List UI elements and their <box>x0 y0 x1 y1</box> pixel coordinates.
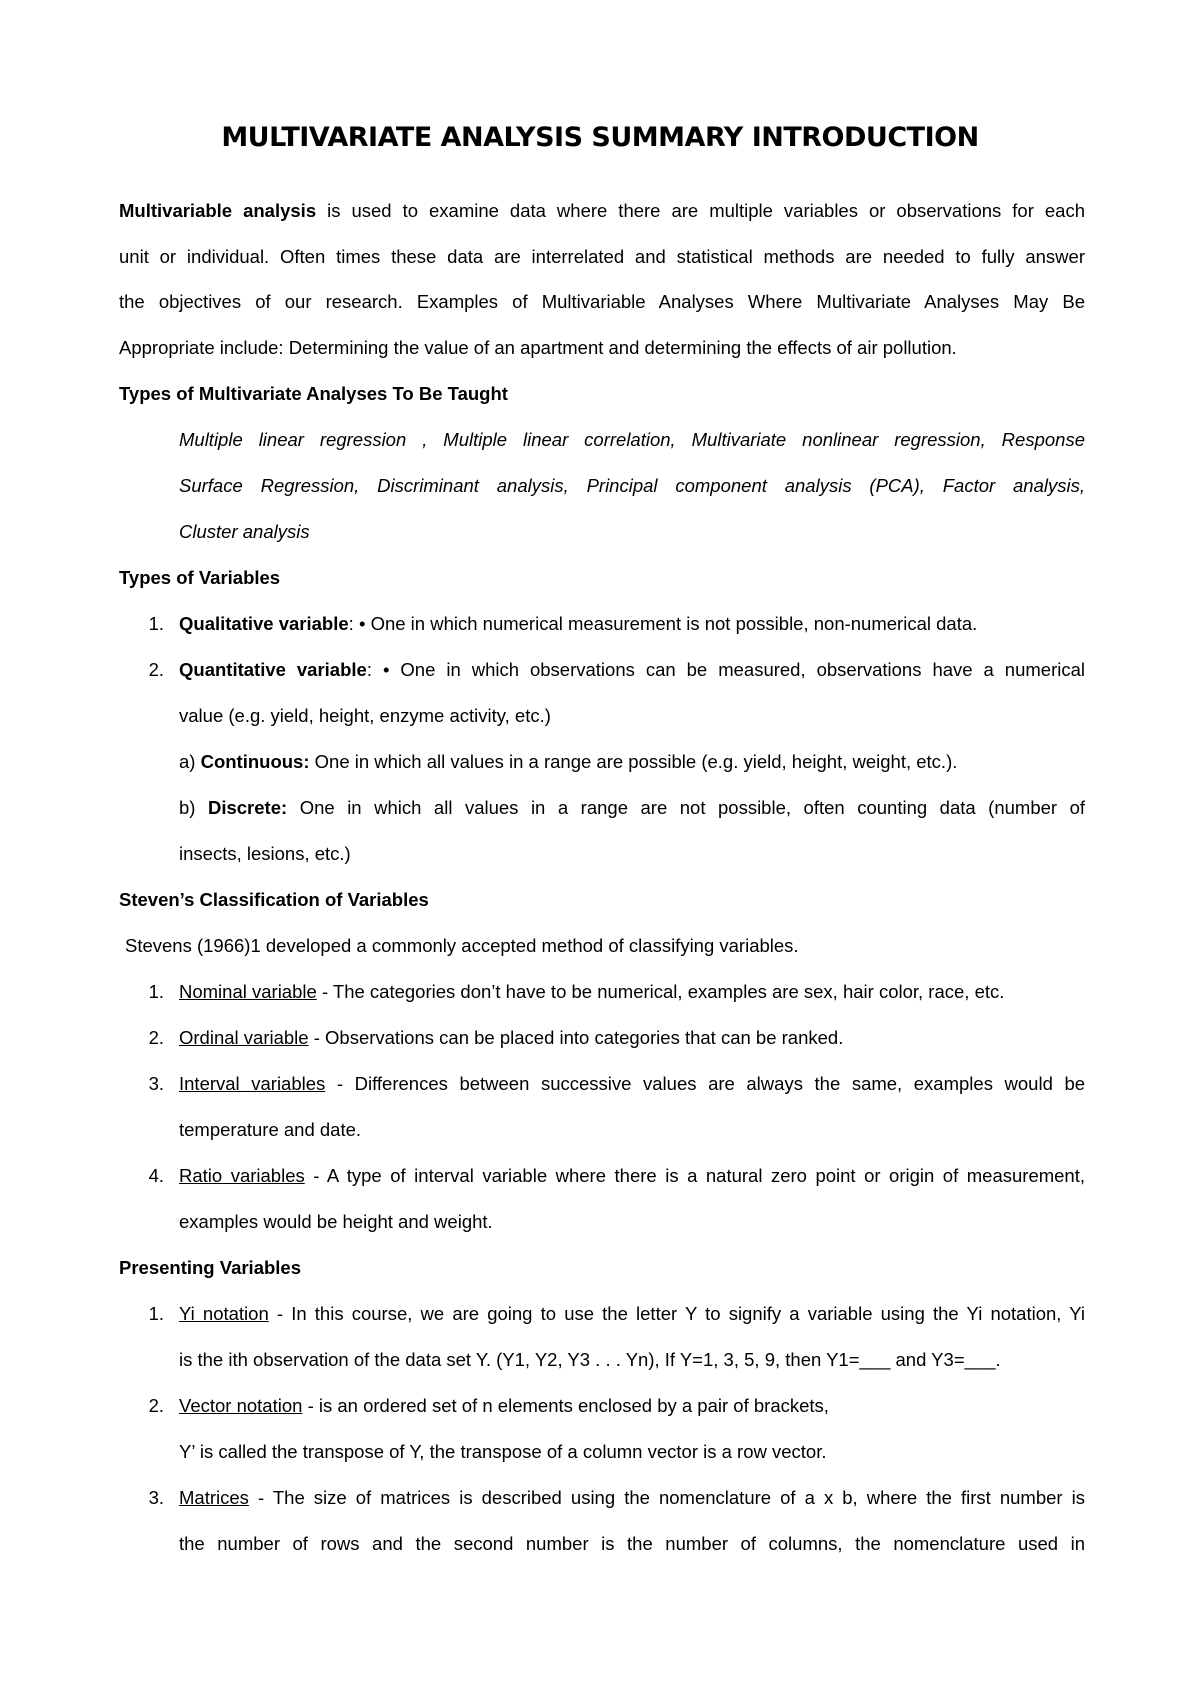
intro-text-1: is used to examine data where there are multiple variables or observations for each <box>327 200 1085 221</box>
nominal-term: Nominal variable <box>179 981 317 1002</box>
quantitative-term: Quantitative variable <box>179 659 367 680</box>
discrete-prefix: b) <box>179 797 196 818</box>
presenting-heading: Presenting Variables <box>119 1257 302 1278</box>
page-title: MULTIVARIATE ANALYSIS SUMMARY INTRODUCTION <box>221 122 979 153</box>
ratio-text-1: - A type of interval variable where there is a natural zero point or origin of measurement, <box>313 1165 1085 1186</box>
matrices-text-1: - The size of matrices is described using the nomenclature of a x b, where the first number is <box>257 1487 1085 1508</box>
vector-notation-text-1: - is an ordered set of n elements enclosed by a pair of brackets, <box>307 1395 829 1416</box>
vector-notation-text-2: Y’ is called the transpose of Y, the transpose of a column vector is a row vector. <box>179 1441 827 1462</box>
ordinal-term: Ordinal variable <box>179 1027 309 1048</box>
stevens-intro: Stevens (1966)1 developed a commonly accepted method of classifying variables. <box>125 935 799 956</box>
yi-notation-text-1: - In this course, we are going to use the letter Y to signify a variable using the Yi notation, Yi <box>276 1303 1085 1324</box>
intro-line-3: the objectives of our research. Examples of Multivariable Analyses Where Multivariate Analyses May Be <box>119 291 1085 312</box>
qualitative-text: : • One in which numerical measurement is not possible, non-numerical data. <box>348 613 978 634</box>
quantitative-item <box>179 659 1085 681</box>
ratio-text-2: examples would be height and weight. <box>179 1211 493 1232</box>
types-taught-line-1: Multiple linear regression , Multiple linear correlation, Multivariate nonlinear regression, Response <box>179 429 1085 450</box>
ordinal-item <box>179 1027 843 1049</box>
quantitative-text-1: : • One in which observations can be measured, observations have a numerical <box>366 659 1085 680</box>
types-taught-heading: Types of Multivariate Analyses To Be Taught <box>119 383 508 404</box>
list-number: 2. <box>148 1027 164 1048</box>
discrete-item <box>179 797 1085 819</box>
types-taught-line-3: Cluster analysis <box>179 521 310 542</box>
matrices-item <box>179 1487 1085 1509</box>
continuous-term: Continuous: <box>200 751 310 772</box>
yi-notation-item <box>179 1303 1085 1325</box>
list-number: 4. <box>148 1165 164 1186</box>
continuous-prefix: a) <box>179 751 196 772</box>
intro-line-1 <box>119 200 1085 222</box>
types-taught-line-2: Surface Regression, Discriminant analysis, Principal component analysis (PCA), Factor analysis, <box>179 475 1085 496</box>
yi-notation-text-2: is the ith observation of the data set Y. (Y1, Y2, Y3 . . . Yn), If Y=1, 3, 5, 9, then Y1=___ and Y3=___. <box>179 1349 1001 1370</box>
interval-item <box>179 1073 1085 1095</box>
list-number: 1. <box>148 981 164 1002</box>
list-number: 2. <box>148 659 164 680</box>
continuous-item <box>179 751 957 773</box>
discrete-text-2: insects, lesions, etc.) <box>179 843 351 864</box>
types-variables-heading: Types of Variables <box>119 567 281 588</box>
vector-notation-term: Vector notation <box>179 1395 303 1416</box>
discrete-term: Discrete: <box>207 797 288 818</box>
nominal-text: - The categories don’t have to be numerical, examples are sex, hair color, race, etc. <box>321 981 1005 1002</box>
quantitative-text-2: value (e.g. yield, height, enzyme activity, etc.) <box>179 705 551 726</box>
list-number: 3. <box>148 1487 164 1508</box>
list-number: 3. <box>148 1073 164 1094</box>
qualitative-term: Qualitative variable <box>179 613 349 634</box>
intro-term: Multivariable analysis <box>119 200 317 221</box>
ratio-item <box>179 1165 1085 1187</box>
yi-notation-term: Yi notation <box>179 1303 269 1324</box>
stevens-heading: Steven’s Classification of Variables <box>119 889 429 910</box>
discrete-text-1: One in which all values in a range are not possible, often counting data (number of <box>299 797 1085 818</box>
matrices-term: Matrices <box>179 1487 249 1508</box>
interval-text-1: - Differences between successive values are always the same, examples would be <box>336 1073 1085 1094</box>
intro-line-2: unit or individual. Often times these data are interrelated and statistical methods are needed to fully answer <box>119 246 1085 267</box>
list-number: 1. <box>148 1303 164 1324</box>
vector-notation-item <box>179 1395 829 1417</box>
list-number: 1. <box>148 613 164 634</box>
interval-term: Interval variables <box>179 1073 326 1094</box>
list-number: 2. <box>148 1395 164 1416</box>
intro-line-4: Appropriate include: Determining the value of an apartment and determining the effects of air pollution. <box>119 337 957 358</box>
ordinal-text: - Observations can be placed into categories that can be ranked. <box>313 1027 844 1048</box>
qualitative-item <box>179 613 977 635</box>
ratio-term: Ratio variables <box>179 1165 305 1186</box>
interval-text-2: temperature and date. <box>179 1119 362 1140</box>
matrices-text-2: the number of rows and the second number is the number of columns, the nomenclature used in <box>179 1533 1085 1554</box>
continuous-text: One in which all values in a range are possible (e.g. yield, height, weight, etc.). <box>314 751 958 772</box>
nominal-item <box>179 981 1004 1003</box>
